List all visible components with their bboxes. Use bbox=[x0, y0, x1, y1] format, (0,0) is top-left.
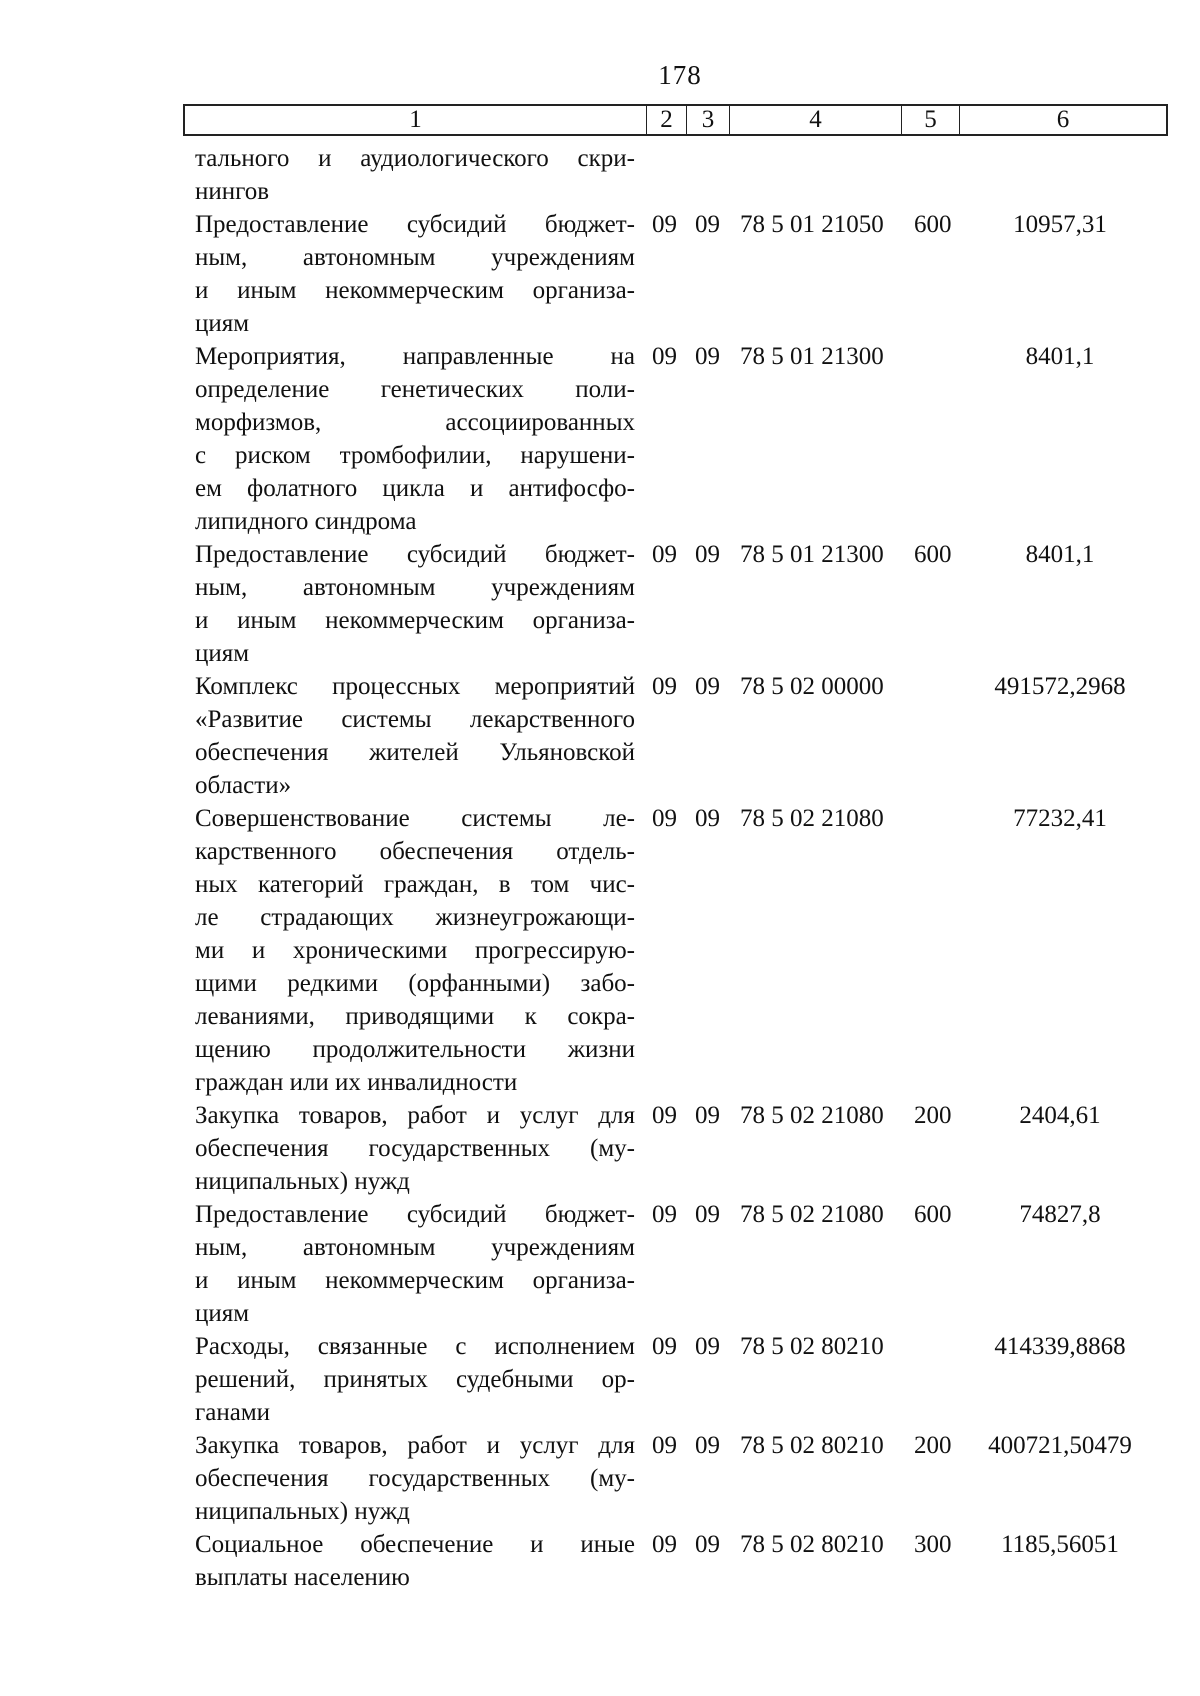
row-amount: 491572,2968 bbox=[994, 673, 1126, 700]
row-subsection-code: 09 bbox=[695, 1432, 720, 1459]
row-target-article: 78 5 01 21050 bbox=[740, 211, 884, 238]
row-subsection-code: 09 bbox=[695, 1333, 720, 1360]
row-amount: 400721,50479 bbox=[988, 1432, 1132, 1459]
row-amount: 8401,1 bbox=[1025, 541, 1095, 568]
table-row bbox=[0, 142, 1200, 208]
table-row bbox=[0, 208, 1200, 340]
table-row bbox=[0, 1099, 1200, 1198]
table-row bbox=[0, 340, 1200, 538]
row-amount: 1185,56051 bbox=[1001, 1531, 1119, 1558]
table-row bbox=[0, 802, 1200, 1099]
row-expense-type: 200 bbox=[914, 1432, 952, 1459]
row-description: Закупка товаров, работ и услуг для обеспечения государственных (му- ниципальных) нужд bbox=[195, 1432, 635, 1525]
row-target-article: 78 5 02 80210 bbox=[740, 1333, 884, 1360]
row-target-article: 78 5 01 21300 bbox=[740, 343, 884, 370]
row-subsection-code: 09 bbox=[695, 805, 720, 832]
row-section-code: 09 bbox=[652, 1201, 677, 1228]
row-description: Социальное обеспечение и иные выплаты населению bbox=[195, 1531, 635, 1591]
row-target-article: 78 5 02 80210 bbox=[740, 1432, 884, 1459]
table-body bbox=[0, 142, 1200, 1594]
row-description: Расходы, связанные с исполнением решений, принятых судебными ор- ганами bbox=[195, 1333, 635, 1426]
row-section-code: 09 bbox=[652, 805, 677, 832]
row-description: Совершенствование системы ле- карственного обеспечения отдель- ных категорий граждан, в том чис- ле страдающих жизнеугрожающи- ми и хроническими прогрессирую- щими редкими (орфанными) забо- леваниями, приводящими к сокра- щению продолжительности жизни граждан или их инвалидности bbox=[195, 805, 635, 1096]
table-header bbox=[183, 104, 1168, 136]
table-row bbox=[0, 1198, 1200, 1330]
header-col-2: 2 bbox=[647, 106, 687, 134]
row-subsection-code: 09 bbox=[695, 1201, 720, 1228]
header-col-6: 6 bbox=[1056, 106, 1070, 133]
row-section-code: 09 bbox=[652, 1102, 677, 1129]
header-col-4: 4 bbox=[730, 106, 902, 134]
row-section-code: 09 bbox=[652, 541, 677, 568]
row-target-article: 78 5 02 21080 bbox=[740, 805, 884, 832]
table-row bbox=[0, 1528, 1200, 1594]
row-description: тального и аудиологического скри- нингов bbox=[195, 145, 635, 205]
row-subsection-code: 09 bbox=[695, 211, 720, 238]
row-section-code: 09 bbox=[652, 1333, 677, 1360]
row-amount: 77232,41 bbox=[1013, 805, 1107, 832]
row-description: Закупка товаров, работ и услуг для обеспечения государственных (му- ниципальных) нужд bbox=[195, 1102, 635, 1195]
row-section-code: 09 bbox=[652, 673, 677, 700]
row-description: Предоставление субсидий бюджет- ным, автономным учреждениям и иным некоммерческим организа- циям bbox=[195, 211, 635, 337]
row-section-code: 09 bbox=[652, 1531, 677, 1558]
row-amount: 414339,8868 bbox=[994, 1333, 1126, 1360]
row-expense-type: 200 bbox=[914, 1102, 952, 1129]
row-amount: 2404,61 bbox=[1019, 1102, 1101, 1129]
row-subsection-code: 09 bbox=[695, 541, 720, 568]
table-row bbox=[0, 538, 1200, 670]
header-col-3: 3 bbox=[687, 106, 730, 134]
table-row bbox=[0, 1429, 1200, 1528]
row-subsection-code: 09 bbox=[695, 1102, 720, 1129]
row-target-article: 78 5 02 21080 bbox=[740, 1102, 884, 1129]
row-amount: 8401,1 bbox=[1025, 343, 1095, 370]
row-description: Предоставление субсидий бюджет- ным, автономным учреждениям и иным некоммерческим организа- циям bbox=[195, 541, 635, 667]
table-row bbox=[0, 670, 1200, 802]
row-section-code: 09 bbox=[652, 1432, 677, 1459]
header-col-1: 1 bbox=[185, 106, 647, 134]
row-description: Мероприятия, направленные на определение генетических поли- морфизмов, ассоциированных с риском тромбофилии, нарушени- ем фолатного цикла и антифосфо- липидного синдрома bbox=[195, 343, 635, 535]
row-subsection-code: 09 bbox=[695, 343, 720, 370]
row-target-article: 78 5 01 21300 bbox=[740, 541, 884, 568]
table-row bbox=[0, 1330, 1200, 1429]
row-section-code: 09 bbox=[652, 343, 677, 370]
row-target-article: 78 5 02 00000 bbox=[740, 673, 884, 700]
row-target-article: 78 5 02 80210 bbox=[740, 1531, 884, 1558]
row-expense-type: 600 bbox=[914, 211, 952, 238]
row-amount: 10957,31 bbox=[1013, 211, 1107, 238]
row-description: Предоставление субсидий бюджет- ным, автономным учреждениям и иным некоммерческим организа- циям bbox=[195, 1201, 635, 1327]
row-section-code: 09 bbox=[652, 211, 677, 238]
header-col-5: 5 bbox=[902, 106, 960, 134]
page-number: 178 bbox=[658, 60, 702, 90]
row-description: Комплекс процессных мероприятий «Развитие системы лекарственного обеспечения жителей Ульяновской области» bbox=[195, 673, 635, 799]
row-subsection-code: 09 bbox=[695, 1531, 720, 1558]
row-expense-type: 600 bbox=[914, 541, 952, 568]
row-target-article: 78 5 02 21080 bbox=[740, 1201, 884, 1228]
row-amount: 74827,8 bbox=[1019, 1201, 1101, 1228]
row-subsection-code: 09 bbox=[695, 673, 720, 700]
row-expense-type: 600 bbox=[914, 1201, 952, 1228]
row-expense-type: 300 bbox=[914, 1531, 952, 1558]
